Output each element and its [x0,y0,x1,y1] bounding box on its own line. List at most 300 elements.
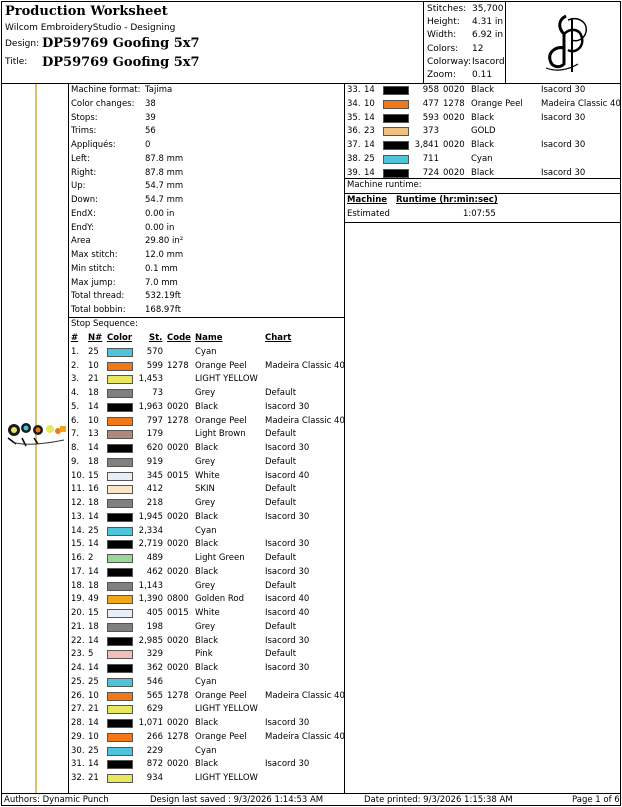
column-header-n: N# [88,333,103,343]
detail-value: 54.7 mm [145,181,184,192]
dp-logo [508,6,618,78]
detail-value: Tajima [145,85,173,95]
stop-code: 0020 [167,635,189,646]
stop-n: 14 [88,718,99,728]
column-header-code: Code [167,333,191,343]
stop-code: 1278 [167,360,189,371]
stop-row [69,456,345,470]
stop-name: Cyan [195,525,217,536]
divider [345,193,621,194]
stop-chart: Madeira Classic 40 [265,415,345,426]
detail-value: 54.7 mm [145,195,184,205]
stop-chart: Isacord 30 [265,511,310,522]
stop-name: Orange Peel [195,690,247,701]
detail-row [71,139,341,153]
stat-label: Zoom: [427,70,456,80]
stat-value: 12 [472,43,484,54]
detail-row [71,222,341,236]
stop-st: 229 [146,745,163,756]
page-title: Production Worksheet [5,4,168,19]
stop-st: 546 [146,676,163,687]
stop-row [345,125,621,139]
stop-st: 2,985 [138,635,163,646]
detail-row [71,125,341,139]
stop-num: 35. [347,112,361,123]
color-swatch [107,582,133,591]
stop-chart: Isacord 30 [541,85,586,95]
runtime-label: Machine runtime: [347,180,422,190]
stop-name: Cyan [195,745,217,756]
column-header-chart: Chart [265,333,292,343]
color-swatch [107,747,133,756]
color-swatch [107,595,133,604]
color-swatch [107,527,133,536]
stop-num: 30. [71,745,85,756]
stop-n: 5 [88,649,94,660]
stop-st: 872 [146,759,163,770]
color-swatch [107,554,133,563]
detail-label: EndX: [71,208,96,219]
stop-name: White [195,608,220,618]
stop-name: Golden Rod [195,594,244,605]
detail-label: Trims: [71,126,97,137]
stop-st: 362 [146,663,163,673]
stop-num: 4. [71,388,80,398]
stop-st: 1,071 [138,718,163,728]
stop-st: 373 [422,126,439,137]
stop-code: 0800 [167,594,189,605]
detail-value: 12.0 mm [145,250,184,260]
stop-name: Black [195,401,218,412]
stop-code: 0015 [167,608,189,618]
column-header-st: St. [149,333,163,343]
color-swatch [107,513,133,522]
stop-st: 570 [146,346,163,357]
machine-details [69,84,345,318]
stop-n: 14 [88,759,99,770]
stop-n: 2 [88,553,94,563]
stop-code: 0020 [443,112,465,123]
stop-name: Black [471,167,494,178]
stop-st: 599 [146,360,163,371]
stop-chart: Isacord 30 [265,635,310,646]
detail-row [71,249,341,263]
stop-row [345,139,621,153]
stop-chart: Default [265,553,297,563]
detail-row [71,290,341,304]
stop-n: 14 [88,511,99,522]
stat-label: Stitches: [427,4,467,14]
stop-name: Light Brown [195,429,246,440]
stop-chart: Isacord 30 [265,759,310,770]
detail-value: 0.00 in [145,222,175,233]
stop-n: 18 [88,580,99,591]
stop-st: 934 [146,773,163,783]
stop-st: 345 [146,470,163,481]
stop-num: 10. [71,470,85,481]
stop-n: 18 [88,498,99,508]
stat-value: Isacord [472,56,505,67]
stop-name: Black [195,443,218,453]
detail-label: Max jump: [71,277,116,288]
color-swatch [383,141,409,150]
stop-num: 39. [347,167,361,178]
stop-num: 5. [71,401,80,412]
stop-name: Grey [195,621,216,632]
stop-row [69,373,345,387]
stop-chart: Default [265,621,297,632]
stop-chart: Default [265,498,297,508]
stop-num: 12. [71,498,85,508]
detail-value: 87.8 mm [145,153,184,164]
stop-name: Orange Peel [195,731,247,742]
stop-n: 13 [88,429,99,440]
title-label: Title: [5,57,28,67]
detail-value: 0.00 in [145,208,175,219]
stop-n: 10 [88,415,99,426]
detail-label: Right: [71,167,97,178]
stop-name: Pink [195,649,213,660]
header-info [2,2,424,83]
stop-n: 18 [88,621,99,632]
stop-name: SKIN [195,484,215,495]
stop-name: LIGHT YELLOW [195,374,258,385]
continued-panel [345,84,621,793]
stop-n: 10 [88,731,99,742]
detail-row [71,167,341,181]
worksheet-header [1,1,621,84]
stop-st: 329 [146,649,163,660]
stop-code: 1278 [167,415,189,426]
color-swatch [383,100,409,109]
color-swatch [383,169,409,178]
stop-row [69,580,345,594]
stat-value: 6.92 in [472,30,504,41]
stop-name: White [195,470,220,481]
stop-chart: Isacord 30 [541,140,586,150]
stop-chart: Default [265,484,297,495]
stop-st: 462 [146,566,163,577]
stop-chart: Madeira Classic 40 [265,360,345,371]
stop-name: Grey [195,580,216,591]
stop-name: Light Green [195,553,245,563]
stop-st: 412 [146,484,163,495]
stop-chart: Isacord 30 [265,443,310,453]
column-header-num: # [71,333,79,343]
color-swatch [107,719,133,728]
stop-num: 18. [71,580,85,591]
stop-num: 1. [71,346,80,357]
stop-n: 25 [88,745,99,756]
stop-num: 24. [71,663,85,673]
stop-num: 20. [71,608,85,618]
detail-value: 168.97ft [145,305,181,315]
stop-row [345,112,621,126]
stop-row [69,703,345,717]
stop-chart: Isacord 30 [265,566,310,577]
detail-label: Color changes: [71,98,135,109]
stop-num: 21. [71,621,85,632]
detail-value: 87.8 mm [145,167,184,178]
column-header-color: Color [107,333,133,343]
stop-row [69,566,345,580]
color-swatch [107,678,133,687]
stop-name: Black [195,539,218,550]
stop-num: 8. [71,443,80,453]
stop-n: 21 [88,374,99,385]
color-swatch [107,444,133,453]
stop-st: 797 [146,415,163,426]
stop-st: 3,841 [414,140,439,150]
design-thumbnail [4,414,68,454]
stop-num: 27. [71,704,85,715]
stop-st: 198 [146,621,163,632]
detail-label: Total thread: [71,291,125,302]
detail-row [71,208,341,222]
stop-code: 0020 [443,140,465,150]
stop-num: 23. [71,649,85,660]
stop-st: 405 [146,608,163,618]
stop-n: 10 [88,360,99,371]
app-name: Wilcom EmbroideryStudio - Designing [5,23,176,33]
stop-chart: Madeira Classic 40 [265,690,345,701]
stop-code: 0020 [167,759,189,770]
stop-chart: Isacord 40 [265,470,310,481]
stop-name: Grey [195,498,216,508]
stop-code: 0020 [443,167,465,178]
stat-label: Colors: [427,43,459,54]
color-swatch [107,692,133,701]
color-swatch [107,705,133,714]
detail-label: Up: [71,181,86,192]
stop-n: 21 [88,704,99,715]
detail-row [71,84,341,98]
stop-code: 0020 [167,511,189,522]
stop-chart: Default [265,580,297,591]
stop-num: 38. [347,153,361,164]
detail-label: Stops: [71,112,98,123]
stop-num: 6. [71,415,80,426]
stop-row [69,511,345,525]
stop-row [69,662,345,676]
detail-row [71,277,341,291]
color-swatch [107,485,133,494]
detail-value: 0.1 mm [145,263,178,274]
stop-row [69,772,345,786]
stop-chart: Default [265,456,297,467]
detail-row [71,98,341,112]
stop-row [69,607,345,621]
detail-label: Area [71,236,91,247]
stop-st: 477 [422,98,439,109]
detail-row [71,180,341,194]
stop-n: 25 [364,153,375,164]
runtime-estimated-label: Estimated [347,209,390,219]
stop-st: 958 [422,85,439,95]
color-swatch [107,540,133,549]
detail-value: 38 [145,98,156,109]
stop-num: 26. [71,690,85,701]
stop-st: 73 [152,388,163,398]
stop-name: Cyan [471,153,493,164]
footer-saved: Design last saved : 9/3/2026 1:14:53 AM [150,795,324,805]
details-panel [69,84,345,793]
stop-num: 34. [347,98,361,109]
color-swatch [383,86,409,95]
stop-n: 25 [88,676,99,687]
stop-n: 14 [364,167,375,178]
detail-label: Machine format: [71,85,141,95]
detail-row [71,235,341,249]
stop-num: 9. [71,456,80,467]
stat-value: 35,700 [472,4,504,14]
detail-label: Down: [71,195,98,205]
stop-row [69,676,345,690]
stop-num: 33. [347,85,361,95]
stat-label: Width: [427,30,457,41]
detail-label: Min stitch: [71,263,116,274]
color-swatch [107,403,133,412]
stop-name: Cyan [195,346,217,357]
stop-num: 3. [71,374,80,385]
color-swatch [107,389,133,398]
stop-name: Grey [195,456,216,467]
color-swatch [107,650,133,659]
stop-n: 23 [364,126,375,137]
stop-table-header [69,332,345,346]
stop-num: 36. [347,126,361,137]
stop-name: Orange Peel [195,415,247,426]
stop-row [69,593,345,607]
stop-n: 14 [364,85,375,95]
stop-row [345,153,621,167]
color-swatch [107,472,133,481]
color-swatch [383,127,409,136]
stop-st: 565 [146,690,163,701]
stop-row [69,731,345,745]
runtime-machine-header: Machine [347,195,388,205]
color-swatch [107,375,133,384]
stop-name: LIGHT YELLOW [195,773,258,783]
stop-row [69,538,345,552]
stop-code: 0020 [167,663,189,673]
stop-name: Black [471,85,494,95]
footer-page: Page 1 of 6 [572,795,620,805]
stop-n: 18 [88,388,99,398]
stop-code: 0020 [443,85,465,95]
stop-row [69,497,345,511]
stop-n: 25 [88,525,99,536]
stop-num: 29. [71,731,85,742]
stat-value: 4.31 in [472,17,504,28]
stop-code: 1278 [443,98,465,109]
stop-row [69,635,345,649]
stop-num: 11. [71,484,85,495]
stop-st: 1,945 [138,511,163,522]
stop-chart: Isacord 40 [265,594,310,605]
stop-name: Orange Peel [471,98,523,109]
stop-num: 25. [71,676,85,687]
detail-value: 29.80 in² [145,236,184,247]
stop-row [69,346,345,360]
stop-code: 1278 [167,731,189,742]
column-header-name: Name [195,333,223,343]
stop-st: 1,453 [138,374,163,385]
stop-num: 15. [71,539,85,550]
stop-code: 0020 [167,539,189,550]
stop-chart: Madeira Classic 40 [265,731,345,742]
stop-num: 2. [71,360,80,371]
stop-name: Black [195,718,218,728]
stop-n: 25 [88,346,99,357]
stop-code: 1278 [167,690,189,701]
stop-name: Grey [195,388,216,398]
divider [345,222,621,223]
detail-label: Appliqués: [71,140,116,150]
stop-n: 14 [88,566,99,577]
stop-num: 17. [71,566,85,577]
stop-name: GOLD [471,126,496,137]
stat-label: Colorway: [427,56,472,67]
design-preview-panel [1,84,69,793]
stop-n: 14 [88,443,99,453]
footer-printed: Date printed: 9/3/2026 1:15:38 AM [364,795,513,805]
stop-row [69,758,345,772]
stop-row [69,745,345,759]
detail-label: Max stitch: [71,250,118,260]
detail-row [71,153,341,167]
color-swatch [107,458,133,467]
detail-row [71,263,341,277]
design-value: DP59769 Goofing 5x7 [42,36,200,51]
stop-n: 21 [88,773,99,783]
stop-row [69,525,345,539]
color-swatch [107,760,133,769]
stop-st: 2,719 [138,539,163,550]
design-label: Design: [5,39,40,49]
stop-n: 15 [88,470,99,481]
color-swatch [107,362,133,371]
stop-chart: Isacord 30 [265,401,310,412]
detail-row [71,194,341,208]
stop-st: 1,963 [138,401,163,412]
stop-num: 13. [71,511,85,522]
stop-st: 266 [146,731,163,742]
stop-st: 593 [422,112,439,123]
stop-row [69,428,345,442]
stop-st: 724 [422,167,439,178]
color-swatch [107,348,133,357]
stop-st: 629 [146,704,163,715]
stop-n: 14 [88,401,99,412]
stop-n: 14 [88,635,99,646]
color-swatch [107,430,133,439]
title-value: DP59769 Goofing 5x7 [42,55,200,70]
stop-chart: Isacord 30 [265,718,310,728]
stop-chart: Madeira Classic 40 [541,98,621,109]
color-swatch [107,568,133,577]
stop-name: Black [195,663,218,673]
stop-n: 16 [88,484,99,495]
stop-st: 179 [146,429,163,440]
stop-code: 0015 [167,470,189,481]
stop-chart: Isacord 40 [265,608,310,618]
stop-code: 0020 [167,566,189,577]
stop-code: 0020 [167,401,189,412]
stop-n: 10 [364,98,375,109]
stop-st: 1,390 [138,594,163,605]
runtime-runtime-header: Runtime (hr:min:sec) [396,195,498,205]
